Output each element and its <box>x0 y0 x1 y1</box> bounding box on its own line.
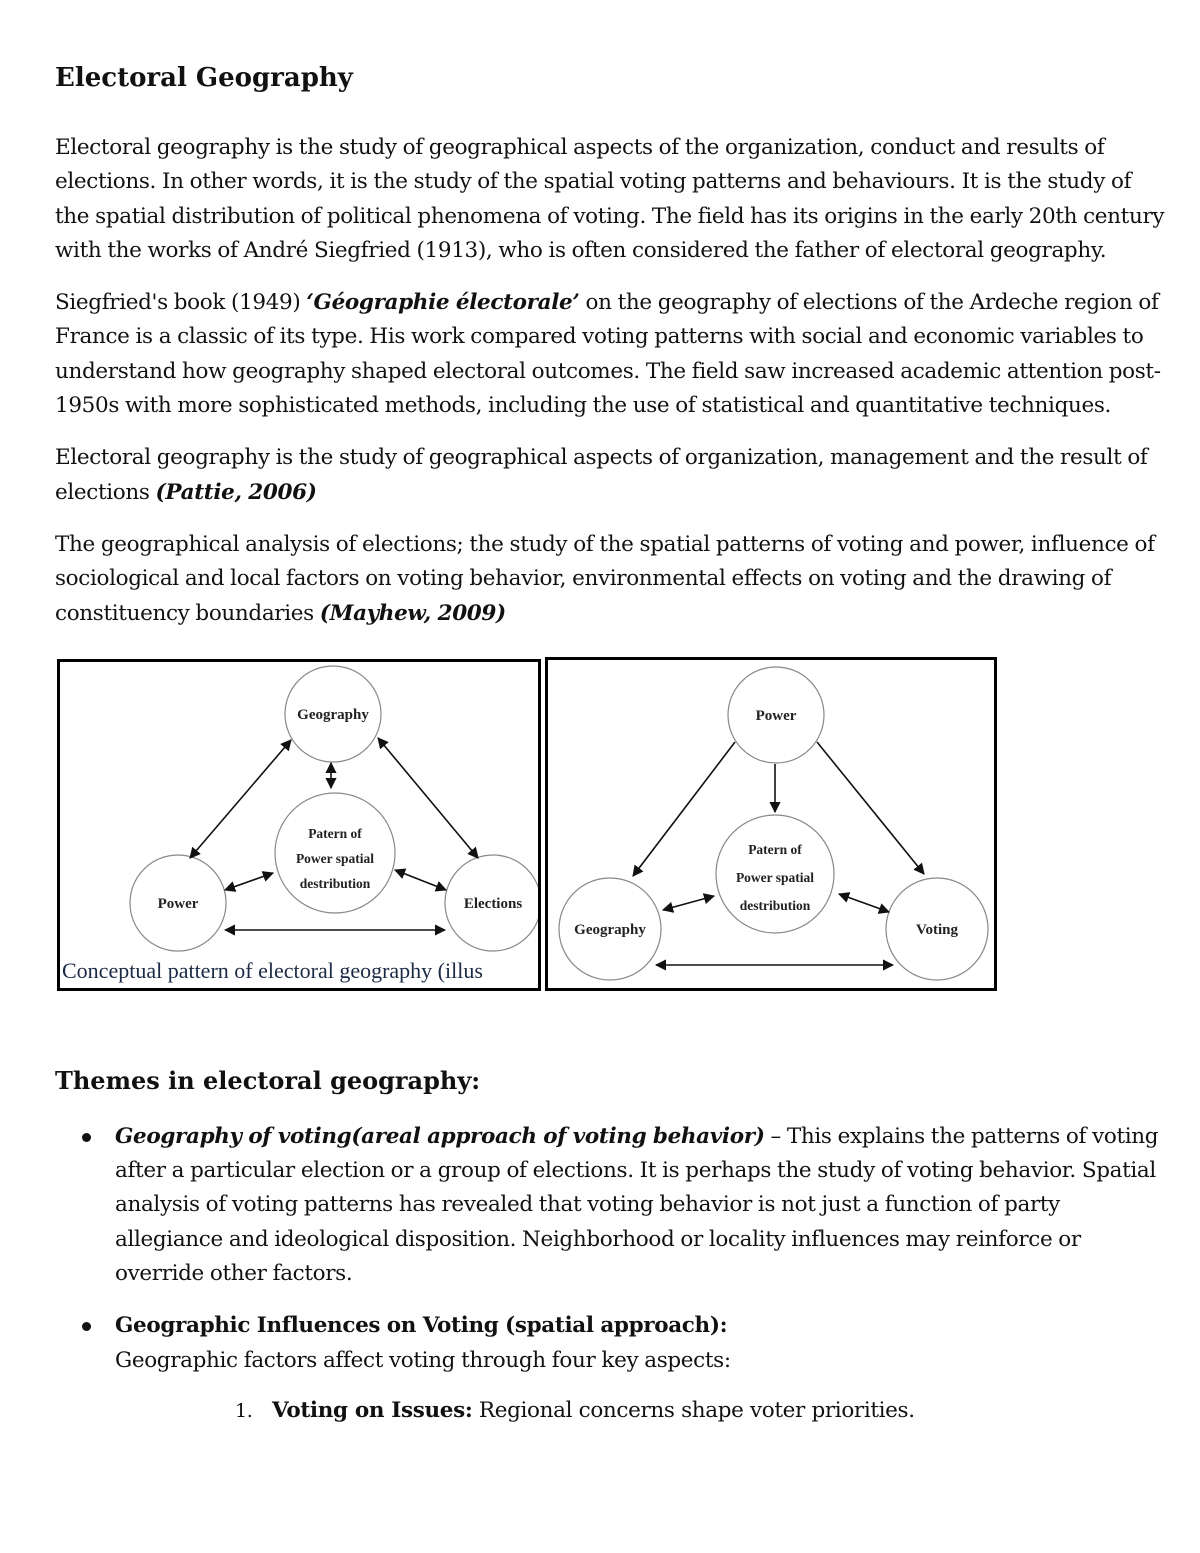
diagram-1 <box>60 662 538 988</box>
bullet-icon <box>82 1133 91 1142</box>
list-item <box>115 1394 1165 1428</box>
label-center-3: destribution <box>299 875 371 891</box>
diagram-2 <box>548 660 994 988</box>
mayhew-citation: (Mayhew, 2009) <box>319 600 506 626</box>
theme-geography-of-voting <box>115 1120 1165 1291</box>
siegfried-text-end: on the geography of elections of the Ardeche region of France is a classic of its type. His work compared voting patterns with social and economic variables to understand how geography shaped electoral outcomes. The field saw increased academic attention post-1950s with more sophisticated methods, including the use of statistical and quantitative techniques. <box>55 290 1161 419</box>
arrow-center-voting <box>839 894 889 912</box>
label-center-1: Patern of <box>748 841 802 857</box>
arrow-power-voting <box>817 742 924 874</box>
bullet-icon <box>82 1322 91 1331</box>
mayhew-definition <box>55 528 1165 631</box>
pattie-text: Electoral geography is the study of geographical aspects of organization, management and the result of elections <box>55 445 1148 505</box>
list-item <box>55 1120 1165 1291</box>
label-elections: Elections <box>463 895 523 912</box>
aspects-list <box>115 1394 1165 1428</box>
pattie-citation: (Pattie, 2006) <box>155 479 317 505</box>
arrow-power-center <box>225 873 273 890</box>
theme-text: – This explains the patterns of voting after a particular election or a group of elections. It is perhaps the study of voting behavior. Spatial analysis of voting patterns has revealed that voting behavior is not just a function of party allegiance and ideological disposition. Neighborhood or locality influences may reinforce or override other factors. <box>115 1123 1159 1287</box>
figure-caption: Conceptual pattern of electoral geography (illus <box>62 957 483 983</box>
label-geography: Geography <box>574 921 646 938</box>
book-title: ‘Géographie électorale’ <box>306 290 580 316</box>
figure-conceptual-pattern-1 <box>57 659 541 991</box>
label-center-3: destribution <box>739 897 811 913</box>
list-number: 1. <box>235 1399 253 1422</box>
figure-conceptual-pattern-2 <box>545 657 997 991</box>
aspect-title: Voting on Issues: <box>272 1397 473 1423</box>
mayhew-text: The geographical analysis of elections; the study of the spatial patterns of voting and power, influence of sociological and local factors on voting behavior, environmental effects on voting and the drawing of constituency boundaries <box>55 531 1155 626</box>
siegfried-text-start: Siegfried's book (1949) <box>55 290 307 316</box>
siegfried-paragraph <box>55 286 1165 423</box>
page-title: Electoral Geography <box>55 63 353 93</box>
label-power: Power <box>157 895 199 912</box>
arrow-center-elections <box>395 870 446 890</box>
aspect-text: Regional concerns shape voter priorities. <box>472 1397 915 1423</box>
label-voting: Voting <box>916 921 958 938</box>
label-geography: Geography <box>297 706 369 723</box>
pattie-definition <box>55 441 1165 510</box>
theme-title: Geography of voting(areal approach of voting behavior) <box>115 1123 765 1149</box>
theme-title: Geographic Influences on Voting (spatial approach): <box>115 1313 728 1339</box>
themes-heading: Themes in electoral geography: <box>55 1065 481 1095</box>
label-center-2: Power spatial <box>735 869 815 885</box>
label-power: Power <box>755 707 797 724</box>
label-center-1: Patern of <box>308 825 362 841</box>
theme-text: Geographic factors affect voting through four key aspects: <box>115 1347 731 1373</box>
theme-geographic-influences <box>115 1309 1165 1378</box>
themes-list <box>55 1120 1165 1428</box>
list-item <box>55 1309 1165 1428</box>
figures-row <box>55 649 1165 994</box>
arrow-geography-center <box>663 896 714 910</box>
document-page <box>55 58 1165 1446</box>
label-center-2: Power spatial <box>295 850 375 866</box>
intro-paragraph: Electoral geography is the study of geographical aspects of the organization, conduct and results of elections. In other words, it is the study of the spatial voting patterns and behaviours. It is the study of the spatial distribution of political phenomena of voting. The field has its origins in the early 20th century with the works of André Siegfried (1913), who is often considered the father of electoral geography. <box>55 135 1165 263</box>
